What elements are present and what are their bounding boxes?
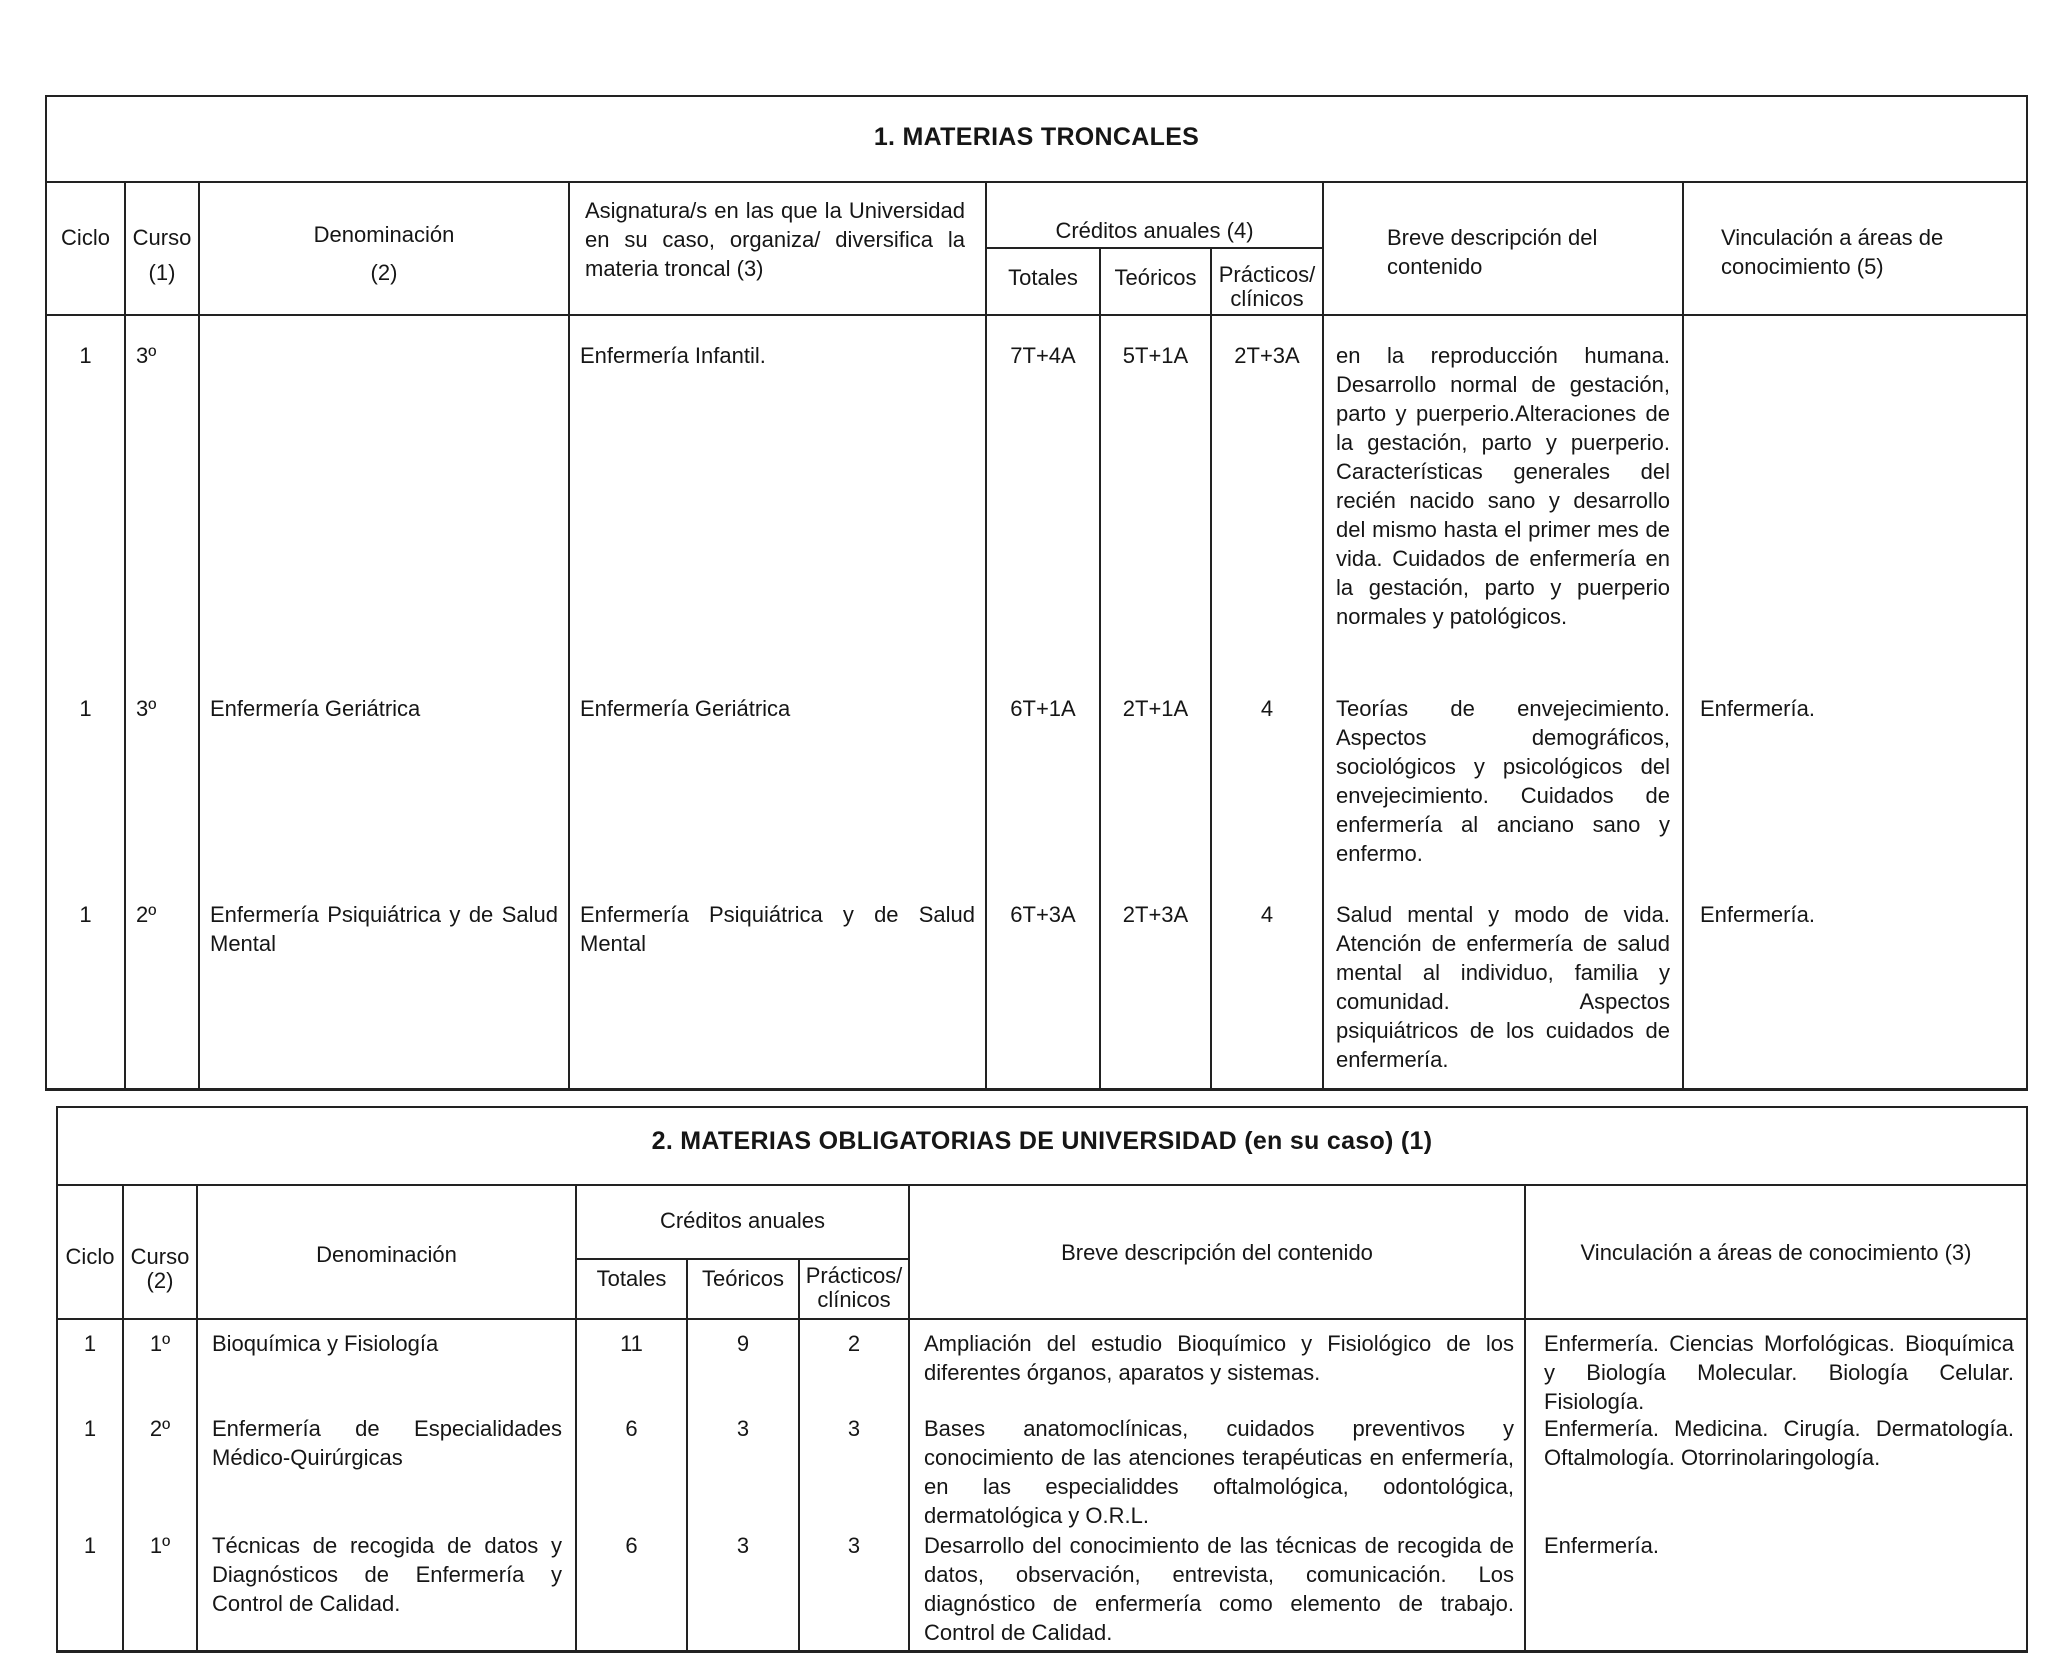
t2-row2-ciclo: 1: [83, 1416, 97, 1441]
t2-header-teoricos: Teóricos: [702, 1266, 784, 1291]
t1-row2-teoricos: 2T+1A: [1122, 696, 1189, 721]
t2-row1-practicos: 2: [847, 1331, 861, 1356]
t1-row1-descripcion: en la reproducción humana. Desarrollo normal de gestación, parto y puerperio.Alteraciones de la gestación, parto y puerperio. Características generales del recién nacido sano y desarrollo del mismo hasta el primer mes de vida. Cuidados de enfermería en la gestación, parto y puerperio normales y patológicos.: [1336, 343, 1670, 629]
t2-row2-denominacion: Enfermería de Especialidades Médico-Quirúrgicas: [212, 1416, 562, 1470]
t1-row3-teoricos: 2T+3A: [1122, 902, 1189, 927]
t1-row3-practicos: 4: [1260, 902, 1274, 927]
header-totales: Totales: [1008, 265, 1078, 290]
t1-row1-teoricos: 5T+1A: [1122, 343, 1189, 368]
t2-header-descripcion: Breve descripción del contenido: [1061, 1240, 1373, 1265]
t1-row1-ciclo: 1: [79, 343, 92, 368]
header-vinculacion: Vinculación a áreas de conocimiento (5): [1721, 225, 1944, 279]
header-asignatura: Asignatura/s en las que la Universidad en su caso, organiza/ diversifica la materia troncal (3): [585, 198, 965, 281]
t1-row3-denominacion: Enfermería Psiquiátrica y de Salud Mental: [210, 902, 558, 956]
table1-bottom-rule: [45, 1088, 2028, 1091]
t2-row3-practicos: 3: [847, 1533, 861, 1558]
t1-row3-descripcion: Salud mental y modo de vida. Atención de enfermería de salud mental al individuo, familia y comunidad. Aspectos psiquiátricos de los cuidados de enfermería.: [1336, 902, 1670, 1072]
t1-row2-denominacion: Enfermería Geriátrica: [210, 696, 421, 721]
table1-creditos-divider: [985, 247, 1323, 249]
header-curso-note: (1): [148, 260, 176, 285]
header-ciclo: Ciclo: [61, 225, 110, 250]
t2-row3-ciclo: 1: [83, 1533, 97, 1558]
t1-row2-ciclo: 1: [79, 696, 92, 721]
t2-row1-descripcion: Ampliación del estudio Bioquímico y Fisiológico de los diferentes órganos, aparatos y sistemas.: [924, 1331, 1514, 1385]
table2-col-divider: [686, 1258, 688, 1652]
t2-row2-teoricos: 3: [736, 1416, 750, 1441]
table2-bottom-rule: [56, 1650, 2028, 1653]
table2-col-divider: [798, 1258, 800, 1652]
header-denominacion-note: (2): [370, 260, 398, 285]
t2-header-practicos: Prácticos/ clínicos: [805, 1263, 903, 1312]
t2-row3-denominacion: Técnicas de recogida de datos y Diagnósticos de Enfermería y Control de Calidad.: [212, 1533, 562, 1616]
t1-row3-asignatura: Enfermería Psiquiátrica y de Salud Mental: [580, 902, 975, 956]
table1-col-divider: [1682, 181, 1684, 1090]
t2-header-denominacion: Denominación: [316, 1242, 457, 1267]
table2-title: 2. MATERIAS OBLIGATORIAS DE UNIVERSIDAD (en su caso) (1): [651, 1127, 1433, 1155]
table1-header-divider: [45, 314, 2028, 316]
t2-header-curso: Curso: [130, 1244, 190, 1269]
table1-col-divider: [198, 181, 200, 1090]
table1-col-divider: [568, 181, 570, 1090]
t1-row2-totales: 6T+1A: [1010, 696, 1076, 721]
table1-title: 1. MATERIAS TRONCALES: [873, 123, 1200, 151]
t1-row2-asignatura: Enfermería Geriátrica: [580, 696, 791, 721]
t1-row3-totales: 6T+3A: [1010, 902, 1076, 927]
t1-row1-totales: 7T+4A: [1010, 343, 1076, 368]
table1-col-divider: [985, 181, 987, 1090]
t2-header-vinculacion: Vinculación a áreas de conocimiento (3): [1580, 1240, 1972, 1265]
header-teoricos: Teóricos: [1114, 265, 1197, 290]
t2-row3-curso: 1º: [149, 1533, 171, 1558]
t1-row3-ciclo: 1: [79, 902, 92, 927]
t2-row1-vinculacion: Enfermería. Ciencias Morfológicas. Bioquímica y Biología Molecular. Biología Celular. Fisiología.: [1544, 1331, 2014, 1414]
t2-row2-totales: 6: [625, 1416, 638, 1441]
t1-row1-curso: 3º: [136, 343, 157, 368]
t2-row3-vinculacion: Enfermería.: [1544, 1533, 1659, 1558]
t2-row1-teoricos: 9: [736, 1331, 750, 1356]
t1-row2-curso: 3º: [136, 696, 157, 721]
t2-row3-totales: 6: [625, 1533, 638, 1558]
t2-row2-curso: 2º: [149, 1416, 171, 1441]
table1-title-divider: [45, 181, 2028, 183]
header-denominacion: Denominación: [313, 222, 455, 247]
t1-row3-curso: 2º: [136, 902, 157, 927]
t1-row3-vinculacion: Enfermería.: [1700, 902, 1815, 927]
t2-row2-practicos: 3: [847, 1416, 861, 1441]
t2-row1-totales: 11: [620, 1331, 643, 1356]
table2-title-divider: [56, 1184, 2028, 1186]
t2-row1-curso: 1º: [149, 1331, 171, 1356]
t1-row2-practicos: 4: [1260, 696, 1274, 721]
t1-row2-vinculacion: Enfermería.: [1700, 696, 1815, 721]
t1-row2-descripcion: Teorías de envejecimiento. Aspectos demográficos, sociológicos y psicológicos del envejecimiento. Cuidados de enfermería al anciano sano y enfermo.: [1336, 696, 1670, 866]
t2-header-curso-note: (2): [146, 1268, 174, 1293]
header-curso: Curso: [132, 225, 192, 250]
header-descripcion: Breve descripción del contenido: [1387, 225, 1598, 279]
t2-header-ciclo: Ciclo: [65, 1244, 115, 1269]
t2-row3-teoricos: 3: [736, 1533, 750, 1558]
t2-row2-vinculacion: Enfermería. Medicina. Cirugía. Dermatología. Oftalmología. Otorrinolaringología.: [1544, 1416, 2014, 1470]
t2-row1-denominacion: Bioquímica y Fisiología: [212, 1331, 439, 1356]
table1-col-divider: [124, 181, 126, 1090]
table1-col-divider: [1099, 247, 1101, 1090]
t2-header-totales: Totales: [596, 1266, 667, 1291]
t1-row1-asignatura: Enfermería Infantil.: [580, 343, 766, 368]
t2-row1-ciclo: 1: [83, 1331, 97, 1356]
t2-row2-descripcion: Bases anatomoclínicas, cuidados preventivos y conocimiento de las atenciones terapéuticas en enfermería, en las especialiddes oftalmológica, odontológica, dermatológica y O.R.L.: [924, 1416, 1514, 1528]
t2-row3-descripcion: Desarrollo del conocimiento de las técnicas de recogida de datos, observación, entrevista, comunicación. Los diagnóstico de enfermería como elemento de trabajo. Control de Calidad.: [924, 1533, 1514, 1645]
header-practicos: Prácticos/ clínicos: [1218, 262, 1316, 311]
header-creditos: Créditos anuales (4): [1055, 218, 1254, 243]
t1-row1-practicos: 2T+3A: [1234, 343, 1300, 368]
t2-header-creditos: Créditos anuales: [659, 1208, 826, 1233]
table1-col-divider: [1322, 181, 1324, 1090]
table2-header-divider: [56, 1318, 2028, 1320]
table1-col-divider: [1210, 247, 1212, 1090]
table2-creditos-divider: [575, 1258, 909, 1260]
